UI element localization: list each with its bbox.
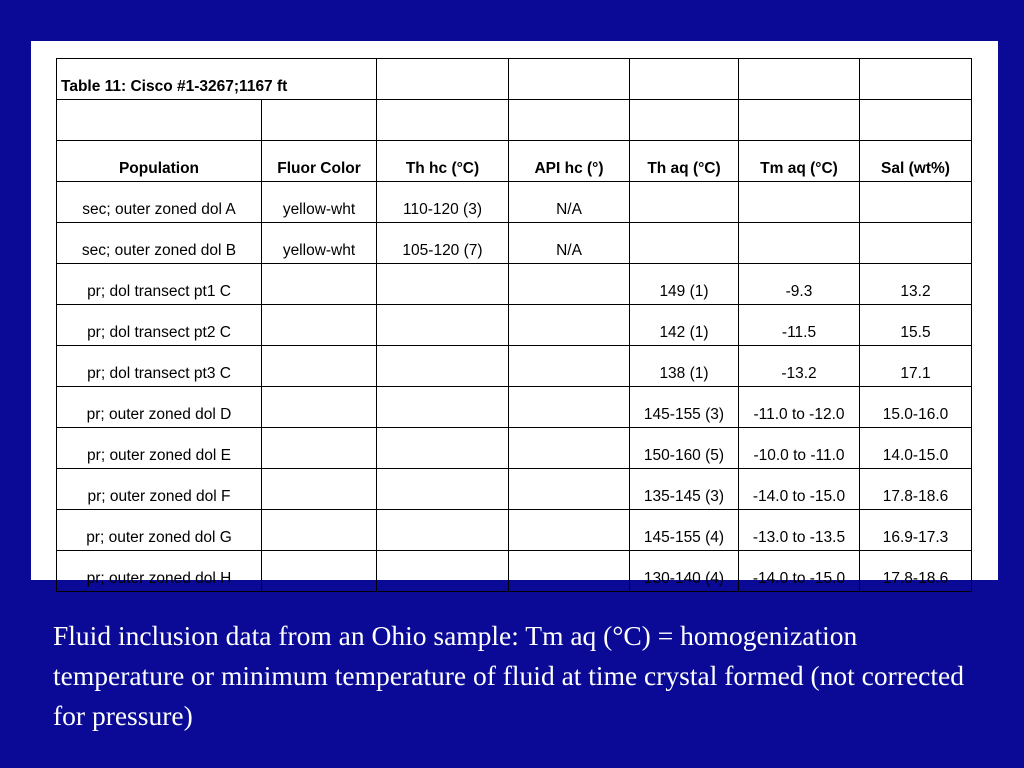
cell-th-aq: 145-155 (3) xyxy=(630,387,739,428)
slide-caption: Fluid inclusion data from an Ohio sample: Tm aq (°C) = homogenization temperature or minimum temperature of fluid at time crystal formed (not corrected for pressure) xyxy=(53,620,964,731)
column-header-sal: Sal (wt%) xyxy=(860,141,972,182)
cell-population: pr; dol transect pt1 C xyxy=(57,264,262,305)
cell-sal: 17.1 xyxy=(860,346,972,387)
cell-fluor-color xyxy=(262,346,377,387)
table-row xyxy=(57,223,972,264)
cell-sal: 16.9-17.3 xyxy=(860,510,972,551)
cell-tm-aq: -13.2 xyxy=(739,346,860,387)
cell-th-hc xyxy=(377,346,509,387)
cell-api-hc xyxy=(509,305,630,346)
table-row xyxy=(57,387,972,428)
cell-population: pr; outer zoned dol H xyxy=(57,551,262,592)
cell-th-hc: 105-120 (7) xyxy=(377,223,509,264)
cell-tm-aq xyxy=(739,182,860,223)
cell-population: pr; outer zoned dol F xyxy=(57,469,262,510)
cell-th-aq: 149 (1) xyxy=(630,264,739,305)
empty-cell xyxy=(860,59,972,100)
cell-api-hc xyxy=(509,551,630,592)
cell-th-aq xyxy=(630,182,739,223)
cell-sal: 15.0-16.0 xyxy=(860,387,972,428)
column-header-tm-aq: Tm aq (°C) xyxy=(739,141,860,182)
cell-population: pr; dol transect pt2 C xyxy=(57,305,262,346)
cell-population: pr; outer zoned dol E xyxy=(57,428,262,469)
cell-api-hc xyxy=(509,387,630,428)
cell-api-hc xyxy=(509,428,630,469)
cell-sal: 17.8-18.6 xyxy=(860,469,972,510)
cell-api-hc xyxy=(509,510,630,551)
cell-th-aq: 145-155 (4) xyxy=(630,510,739,551)
column-header-th-hc: Th hc (°C) xyxy=(377,141,509,182)
cell-th-aq xyxy=(630,223,739,264)
table-row xyxy=(57,551,972,592)
table-row xyxy=(57,346,972,387)
cell-fluor-color xyxy=(262,305,377,346)
cell-tm-aq: -9.3 xyxy=(739,264,860,305)
empty-cell xyxy=(57,100,262,141)
cell-fluor-color: yellow-wht xyxy=(262,182,377,223)
cell-tm-aq: -10.0 to -11.0 xyxy=(739,428,860,469)
table-row xyxy=(57,469,972,510)
table-title: Table 11: Cisco #1-3267;1167 ft xyxy=(57,59,377,100)
cell-th-hc xyxy=(377,264,509,305)
cell-th-aq: 130-140 (4) xyxy=(630,551,739,592)
table-row xyxy=(57,305,972,346)
cell-sal xyxy=(860,223,972,264)
cell-th-aq: 142 (1) xyxy=(630,305,739,346)
cell-sal: 14.0-15.0 xyxy=(860,428,972,469)
empty-cell xyxy=(630,59,739,100)
empty-cell xyxy=(739,100,860,141)
cell-sal: 17.8-18.6 xyxy=(860,551,972,592)
empty-cell xyxy=(630,100,739,141)
cell-th-hc: 110-120 (3) xyxy=(377,182,509,223)
cell-th-hc xyxy=(377,387,509,428)
cell-population: sec; outer zoned dol B xyxy=(57,223,262,264)
empty-cell xyxy=(509,100,630,141)
cell-sal: 15.5 xyxy=(860,305,972,346)
cell-tm-aq: -11.0 to -12.0 xyxy=(739,387,860,428)
cell-th-hc xyxy=(377,469,509,510)
cell-fluor-color xyxy=(262,469,377,510)
cell-tm-aq: -14.0 to -15.0 xyxy=(739,551,860,592)
empty-cell xyxy=(262,100,377,141)
cell-fluor-color xyxy=(262,510,377,551)
cell-sal: 13.2 xyxy=(860,264,972,305)
table-row xyxy=(57,510,972,551)
data-table xyxy=(56,58,972,592)
cell-fluor-color xyxy=(262,264,377,305)
cell-api-hc xyxy=(509,346,630,387)
cell-api-hc: N/A xyxy=(509,223,630,264)
cell-api-hc xyxy=(509,469,630,510)
cell-tm-aq: -13.0 to -13.5 xyxy=(739,510,860,551)
empty-cell xyxy=(377,100,509,141)
cell-population: pr; outer zoned dol D xyxy=(57,387,262,428)
cell-population: pr; outer zoned dol G xyxy=(57,510,262,551)
cell-tm-aq xyxy=(739,223,860,264)
spacer-row xyxy=(57,100,972,141)
column-header-th-aq: Th aq (°C) xyxy=(630,141,739,182)
table-row xyxy=(57,182,972,223)
cell-tm-aq: -11.5 xyxy=(739,305,860,346)
table-panel xyxy=(31,41,998,587)
table-row xyxy=(57,428,972,469)
header-row xyxy=(57,141,972,182)
cell-th-aq: 150-160 (5) xyxy=(630,428,739,469)
cell-fluor-color: yellow-wht xyxy=(262,223,377,264)
cell-tm-aq: -14.0 to -15.0 xyxy=(739,469,860,510)
column-header-population: Population xyxy=(57,141,262,182)
cell-population: sec; outer zoned dol A xyxy=(57,182,262,223)
cell-fluor-color xyxy=(262,551,377,592)
cell-th-aq: 135-145 (3) xyxy=(630,469,739,510)
cell-api-hc: N/A xyxy=(509,182,630,223)
cell-th-hc xyxy=(377,305,509,346)
column-header-api-hc: API hc (°) xyxy=(509,141,630,182)
table-row xyxy=(57,264,972,305)
cell-sal xyxy=(860,182,972,223)
cell-th-hc xyxy=(377,551,509,592)
column-header-fluor-color: Fluor Color xyxy=(262,141,377,182)
cell-fluor-color xyxy=(262,387,377,428)
empty-cell xyxy=(739,59,860,100)
cell-th-aq: 138 (1) xyxy=(630,346,739,387)
cell-population: pr; dol transect pt3 C xyxy=(57,346,262,387)
empty-cell xyxy=(377,59,509,100)
cell-api-hc xyxy=(509,264,630,305)
empty-cell xyxy=(860,100,972,141)
empty-cell xyxy=(509,59,630,100)
cell-th-hc xyxy=(377,510,509,551)
title-row xyxy=(57,59,972,100)
cell-fluor-color xyxy=(262,428,377,469)
cell-th-hc xyxy=(377,428,509,469)
